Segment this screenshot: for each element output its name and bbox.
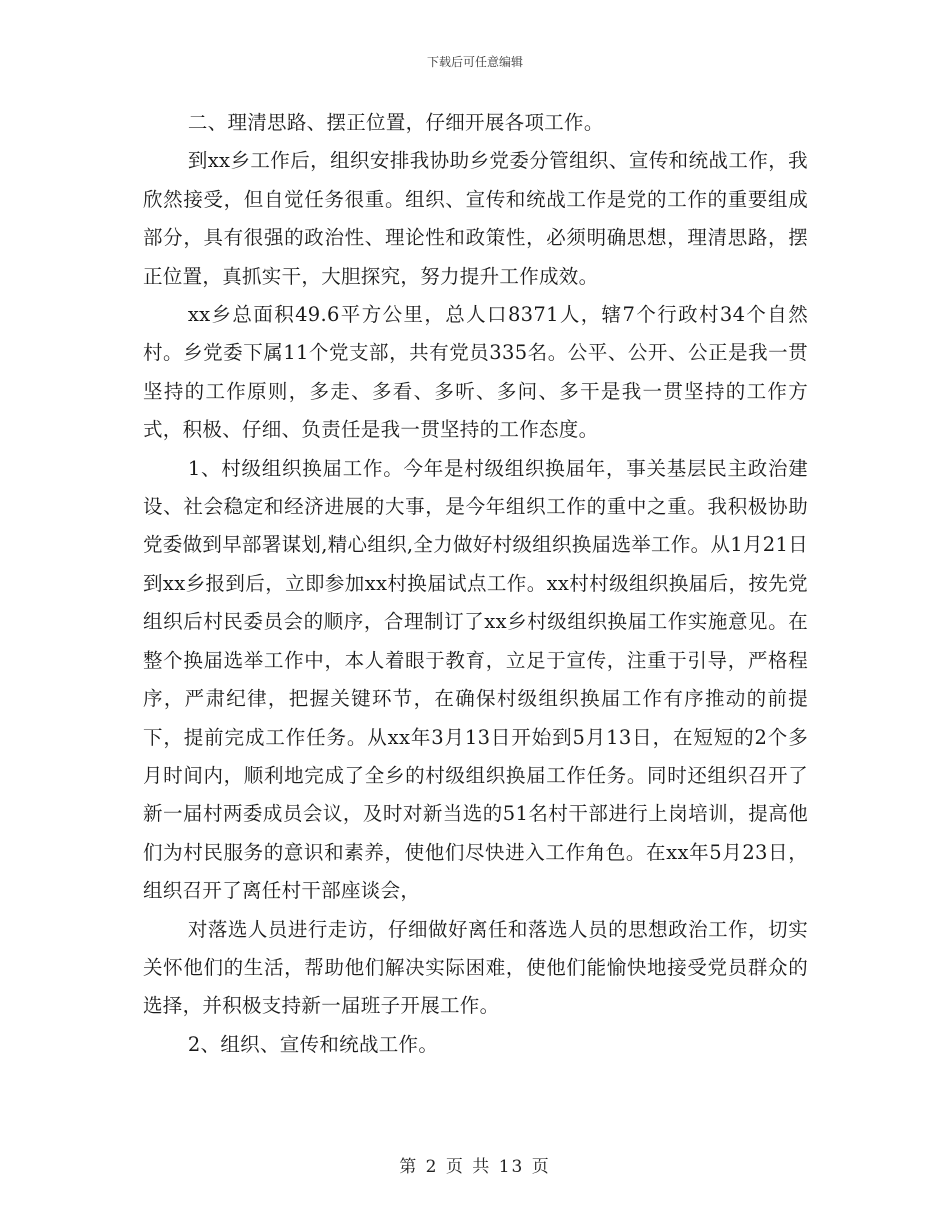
page-header-note: 下载后可任意编辑: [426, 55, 523, 69]
body-paragraph: xx乡总面积49.6平方公里，总人口8371人，辖7个行政村34个自然村。乡党委下属11个党支部，共有党员335名。公平、公开、公正是我一贯坚持的工作原则，多走、多看、多听、多问、多干是我一贯坚持的工作方式，积极、仔细、负责任是我一贯坚持的工作态度。: [143, 303, 808, 442]
subsection-heading: 2、组织、宣传和统战工作。: [187, 1032, 439, 1056]
document-body: [143, 104, 808, 1064]
page-number: 第 2 页 共 13 页: [399, 1157, 551, 1177]
body-paragraph: 到xx乡工作后，组织安排我协助乡党委分管组织、宣传和统战工作，我欣然接受，但自觉任务很重。组织、宣传和统战工作是党的工作的重要组成部分，具有很强的政治性、理论性和政策性，必须明确思想，理清思路，摆正位置，真抓实干，大胆探究，努力提升工作成效。: [143, 149, 808, 288]
section-heading: 二、理清思路、摆正位置，仔细开展各项工作。: [187, 111, 604, 134]
body-paragraph: 1、村级组织换届工作。今年是村级组织换届年，事关基层民主政治建设、社会稳定和经济进展的大事，是今年组织工作的重中之重。我积极协助党委做到早部署谋划,精心组织,全力做好村级组织换届选举工作。从1月21日到xx乡报到后，立即参加xx村换届试点工作。xx村村级组织换届后，按先党组织后村民委员会的顺序，合理制订了xx乡村级组织换届工作实施意见。在整个换届选举工作中，本人着眼于教育，立足于宣传，注重于引导，严格程序，严肃纪律，把握关键环节，在确保村级组织换届工作有序推动的前提下，提前完成工作任务。从xx年3月13日开始到5月13日，在短短的2个多月时间内，顺利地完成了全乡的村级组织换届工作任务。同时还组织召开了新一届村两委成员会议，及时对新当选的51名村干部进行上岗培训，提高他们为村民服务的意识和素养，使他们尽快进入工作角色。在xx年5月23日，组织召开了离任村干部座谈会，: [143, 456, 808, 903]
body-paragraph: 对落选人员进行走访，仔细做好离任和落选人员的思想政治工作，切实关怀他们的生活，帮助他们解决实际困难，使他们能愉快地接受党员群众的选择，并积极支持新一届班子开展工作。: [143, 917, 808, 1018]
